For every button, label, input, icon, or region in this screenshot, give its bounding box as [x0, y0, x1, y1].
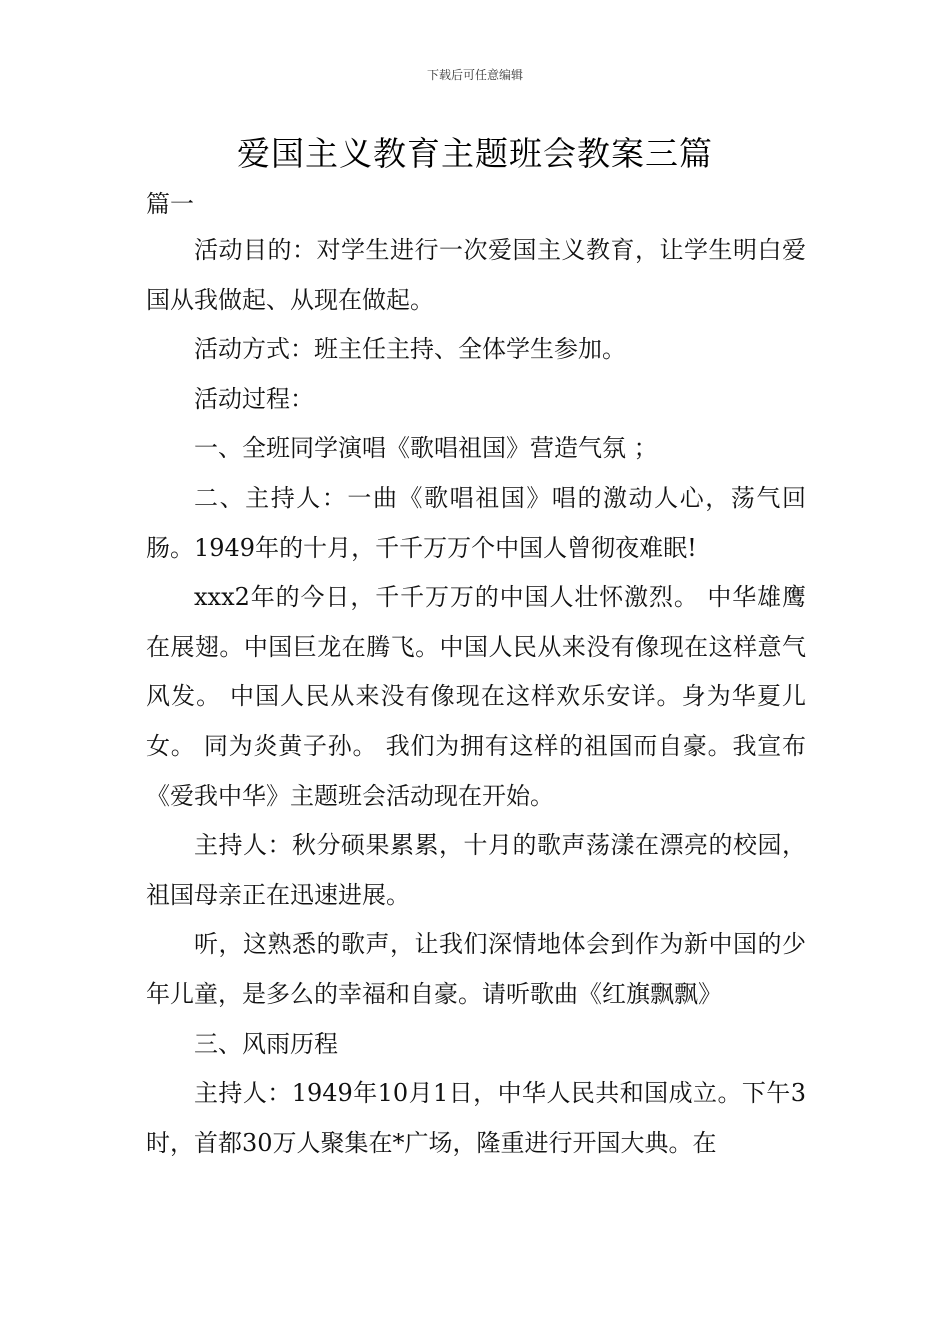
paragraph: 一、全班同学演唱《歌唱祖国》营造气氛 ； [194, 434, 658, 463]
paragraph: 活动目的：对学生进行一次爱国主义教育，让学生明白爱国从我做起、从现在做起。 [146, 236, 806, 314]
paragraph: 三、风雨历程 [194, 1029, 338, 1058]
paragraph: 活动过程： [194, 384, 314, 413]
paragraph: 二、主持人：一曲《歌唱祖国》唱的激动人心，荡气回肠。1949年的十月，千千万万个中国人曾彻夜难眠! [146, 483, 806, 562]
paragraph: 主持人：秋分硕果累累，十月的歌声荡漾在漂亮的校园，祖国母亲正在迅速进展。 [146, 831, 806, 909]
paragraph: 活动方式：班主任主持、全体学生参加。 [194, 335, 626, 364]
document-body [146, 226, 806, 1168]
section-label: 篇一 [146, 190, 194, 218]
document-title: 爱国主义教育主题班会教案三篇 [237, 134, 713, 173]
header-note: 下载后可任意编辑 [426, 68, 523, 82]
paragraph: 主持人：1949年10月1日，中华人民共和国成立。下午3时，首都30万人聚集在*广场，隆重进行开国大典。在 [146, 1079, 806, 1157]
paragraph: 听，这熟悉的歌声，让我们深情地体会到作为新中国的少年儿童，是多么的幸福和自豪。请听歌曲《红旗飘飘》 [146, 930, 806, 1008]
paragraph: xxx2年的今日，千千万万的中国人壮怀激烈。 中华雄鹰在展翅。中国巨龙在腾飞。中国人民从来没有像现在这样意气风发。 中国人民从来没有像现在这样欢乐安详。身为华夏儿女。 同为炎黄子孙。 我们为拥有这样的祖国而自豪。我宣布《爱我中华》主题班会活动现在开始。 [146, 583, 806, 810]
